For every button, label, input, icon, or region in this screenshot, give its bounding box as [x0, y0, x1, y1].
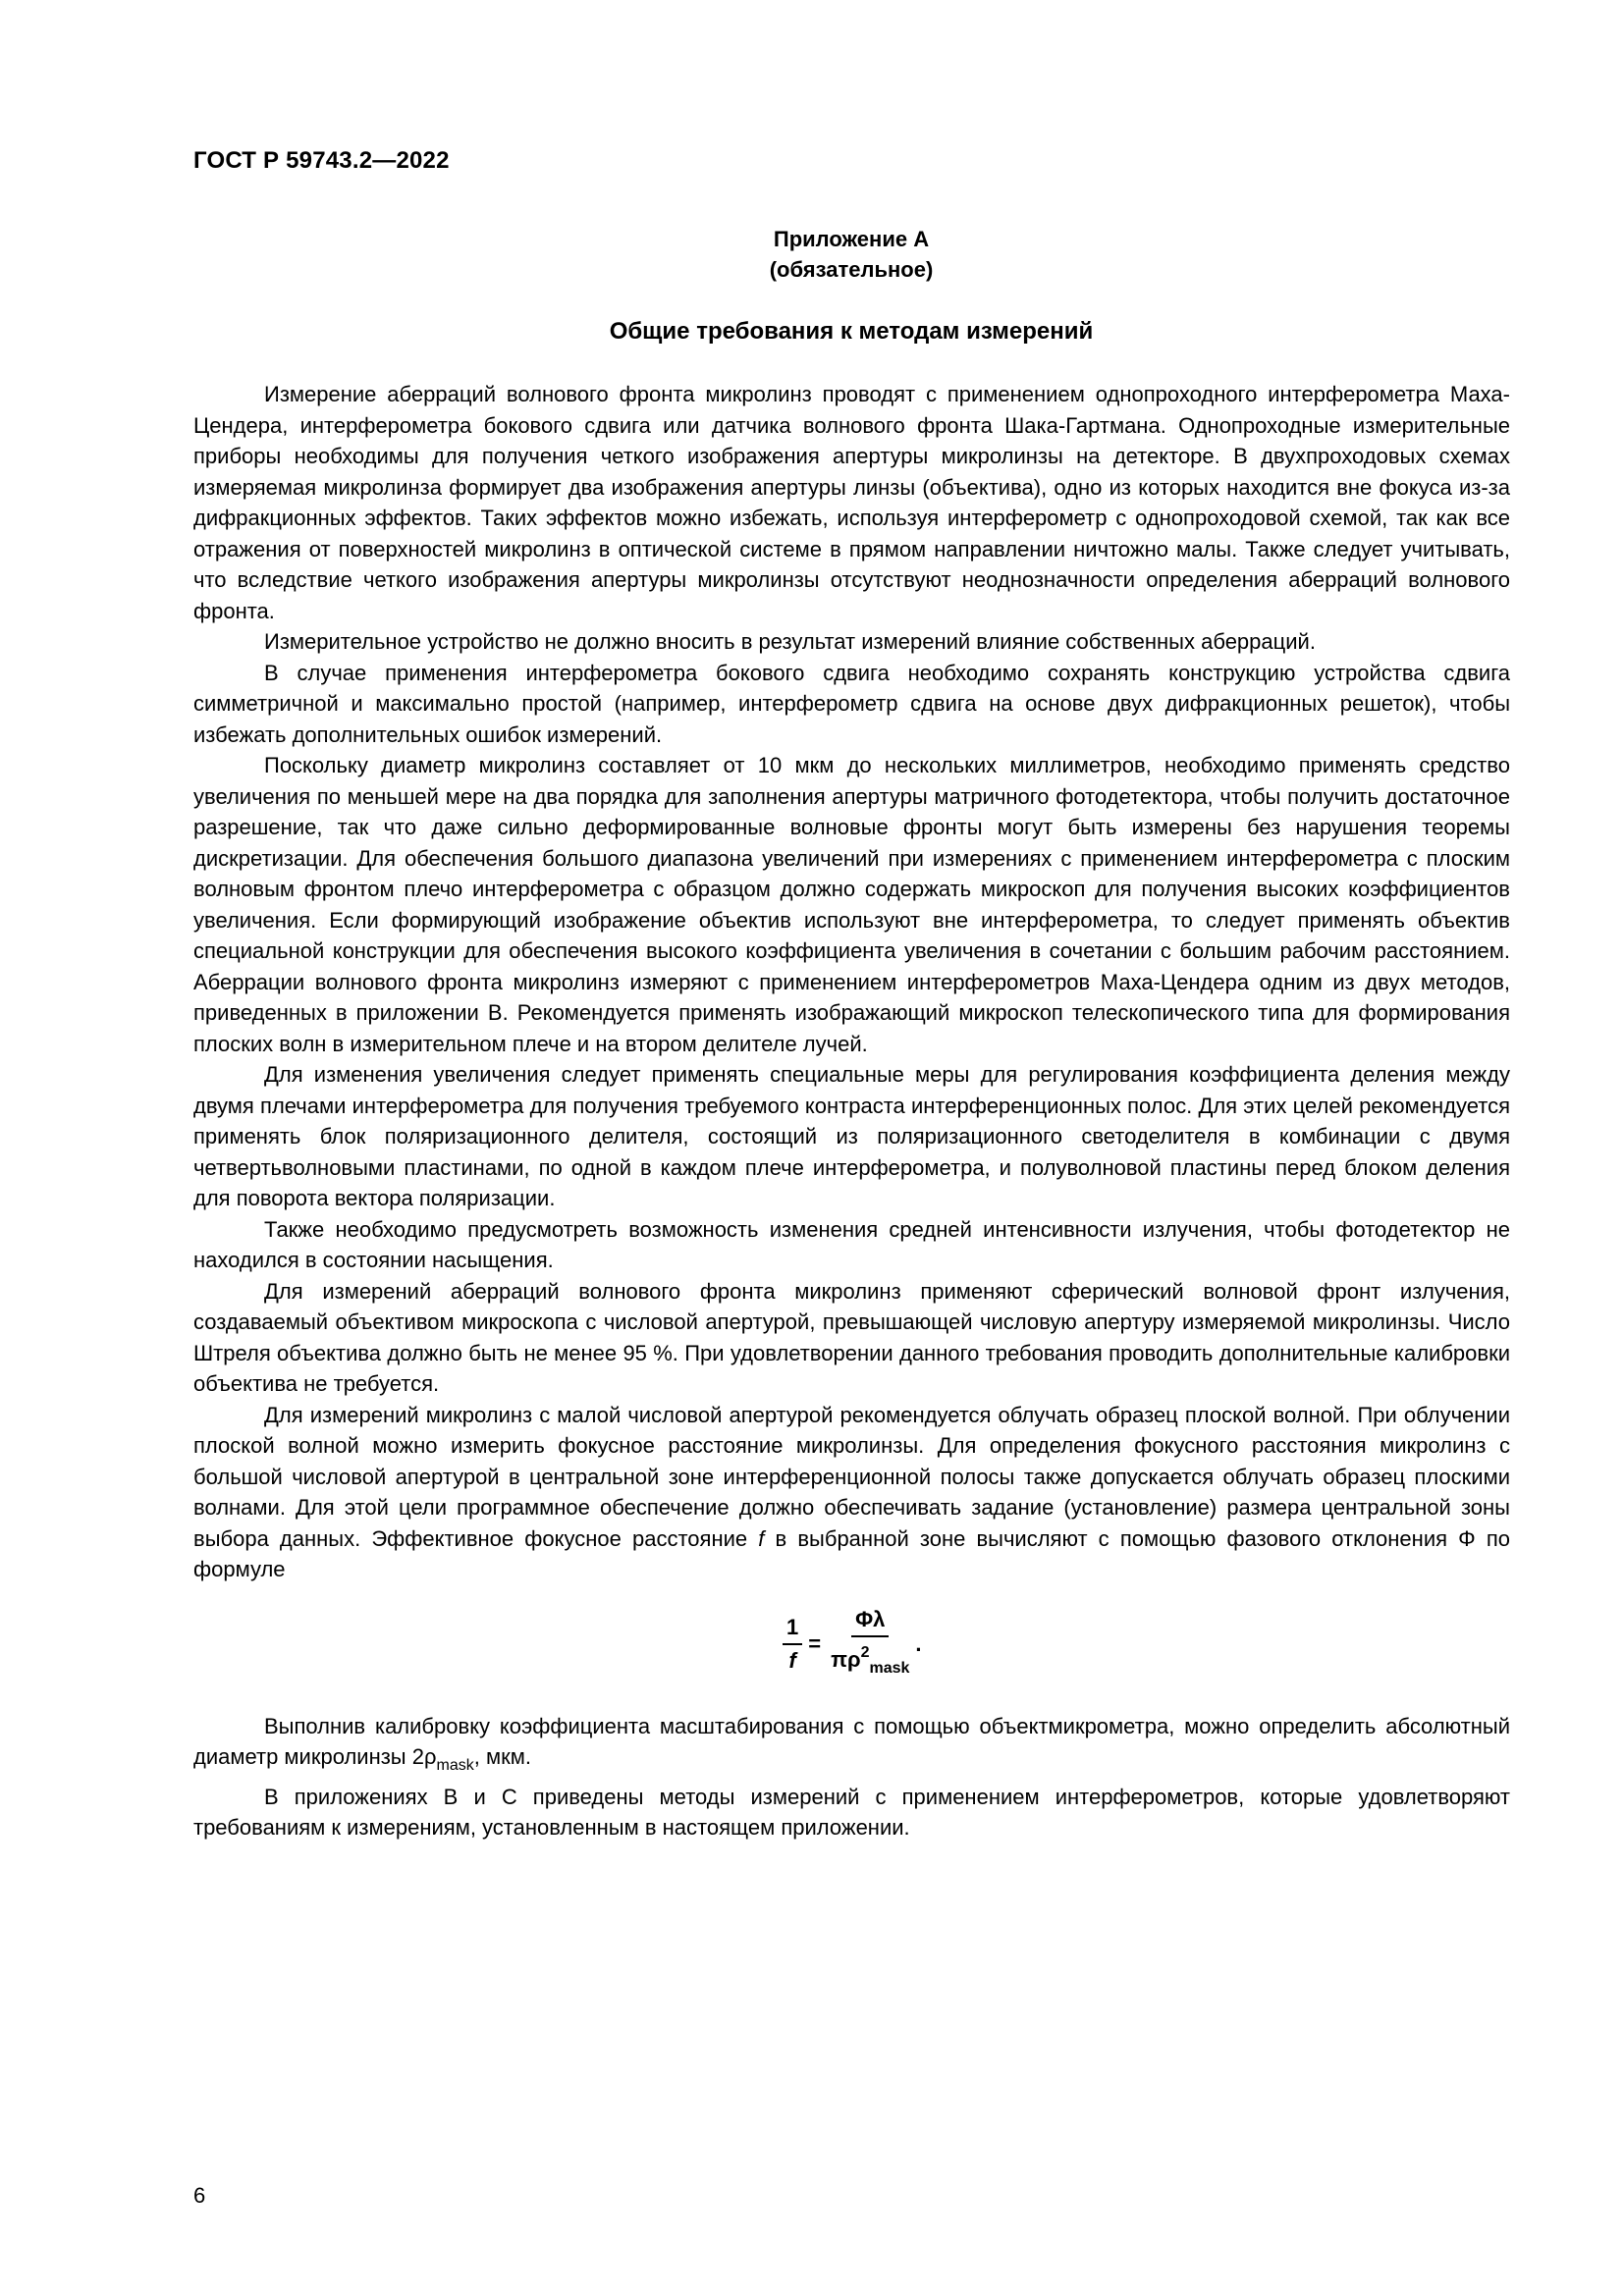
mask-subscript: mask [436, 1757, 474, 1774]
paragraph: Также необходимо предусмотреть возможность изменения средней интенсивности излучения, чтобы фотодетектор не находился в состоянии насыщения. [193, 1216, 1510, 1272]
formula-equals: = [808, 1630, 822, 1656]
appendix-status: (обязательное) [769, 257, 934, 282]
paragraph: Измерение аберраций волнового фронта микролинз проводят с применением однопроходного интерферометра Маха-Цендера, интерферометра бокового сдвига или датчика волнового фронта Шака-Гартмана. Однопроходные измерительные приборы необходимы для получения четкого изображения апертуры микролинзы на детекторе. В двухпроходовых схемах измеряемая микролинза формирует два изображения апертуры линзы (объектива), одно из которых находится вне фокуса из-за дифракционных эффектов. Таких эффектов можно избежать, используя интерферометр с однопроходовой схемой, так как все отражения от поверхностей микролинз в оптической системе в прямом направлении ничтожно малы. Также следует учитывать, что вследствие четкого изображения апертуры микролинзы отсутствуют неоднозначности определения аберраций волнового фронта. [193, 382, 1510, 623]
focal-text-before: Для измерений микролинз с малой числовой апертурой рекомендуется облучать образец плоской волной. При облучении плоской волной можно измерить фокусное расстояние микролинзы. Для определения фокусного расстояния микролинз с большой числовой апертурой в центральной зоне интерференционной полосы также допускается облучать образец плоскими волнами. Для этой цели программное обеспечение должно обеспечивать задание (установление) размера центральной зоны выбора данных. Эффективное фокусное расстояние [193, 1402, 1510, 1551]
document-standard-code: ГОСТ Р 59743.2—2022 [193, 147, 450, 174]
formula-lhs-fraction [783, 1615, 802, 1674]
paragraph: Поскольку диаметр микролинз составляет от 10 мкм до нескольких миллиметров, необходимо применять средство увеличения по меньшей мере на два порядка для заполнения апертуры матричного фотодетектора, чтобы получить достаточное разрешение, так что даже сильно деформированные волновые фронты могут быть измерены без нарушения теоремы дискретизации. Для обеспечения большого диапазона увеличений при измерениях с применением интерферометра с плоским волновым фронтом плечо интерферометра с образцом должно содержать микроскоп для получения высоких коэффициентов увеличения. Если формирующий изображение объектив используют вне интерферометра, то следует применять объектив специальной конструкции для обеспечения высокого коэффициента увеличения в сочетании с большим рабочим расстоянием. Аберрации волнового фронта микролинз измеряют с применением интерферометров Маха-Цендера одним из двух методов, приведенных в приложении В. Рекомендуется применять изображающий микроскоп телескопического типа для формирования плоских волн в измерительном плече и на втором делителе лучей. [193, 753, 1510, 1056]
page-number: 6 [193, 2183, 206, 2208]
final-paragraph: В приложениях В и С приведены методы измерений с применением интерферометров, которые удовлетворяют требованиям к измерениям, установленным в настоящем приложении. [193, 1784, 1510, 1840]
formula-period: . [915, 1630, 922, 1656]
formula-superscript: 2 [860, 1643, 870, 1661]
document-body [193, 379, 1510, 1843]
focal-length-formula [193, 1599, 1510, 1697]
paragraph: Измерительное устройство не должно вносить в результат измерений влияние собственных аберраций. [264, 629, 1316, 654]
formula-rhs-numerator: Φλ [851, 1607, 889, 1637]
formula-lhs-denominator: f [788, 1647, 796, 1673]
formula-lhs-numerator: 1 [783, 1615, 802, 1645]
focal-text-after: в выбранной зоне вычисляют с помощью фазового отклонения Φ по формуле [193, 1525, 1510, 1581]
formula-rhs-denominator: $\pi\rho^2_{mask}$ [831, 1643, 910, 1677]
appendix-title: Приложение А [773, 227, 930, 251]
paragraph: Для измерений аберраций волнового фронта микролинз применяют сферический волновой фронт излучения, создаваемый объективом микроскопа с числовой апертурой, превышающей числовую апертуру измеряемой микролинзы. Число Штреля объектива должно быть не менее 95 %. При удовлетворении данного требования проводить дополнительные калибровки объектива не требуется. [193, 1278, 1510, 1396]
formula-subscript: mask [869, 1659, 910, 1677]
paragraph: В случае применения интерферометра бокового сдвига необходимо сохранять конструкцию устройства сдвига симметричной и максимально простой (например, интерферометр сдвига на основе двух дифракционных решеток), чтобы избежать дополнительных ошибок измерений. [193, 660, 1510, 747]
focal-symbol: f [758, 1525, 765, 1551]
focal-length-paragraph [193, 1400, 1510, 1585]
section-title: Общие требования к методам измерений [609, 318, 1094, 345]
formula-rhs-fraction [827, 1607, 913, 1682]
appendix-heading [193, 224, 1509, 285]
paragraph: Для изменения увеличения следует применять специальные меры для регулирования коэффициента деления между двумя плечами интерферометра для получения требуемого контраста интерференционных полос. Для этих целей рекомендуется применять блок поляризационного делителя, состоящий из поляризационного светоделителя в комбинации с двумя четвертьволновыми пластинами, по одной в каждом плече интерферометра, и полуволновой пластины перед блоком деления для поворота вектора поляризации. [193, 1062, 1510, 1210]
calibration-paragraph: Выполнив калибровку коэффициента масштабирования с помощью объектмикрометра, можно определить абсолютный диаметр микролинзы $2\rho_{mask}$, мкм. [193, 1713, 1510, 1774]
